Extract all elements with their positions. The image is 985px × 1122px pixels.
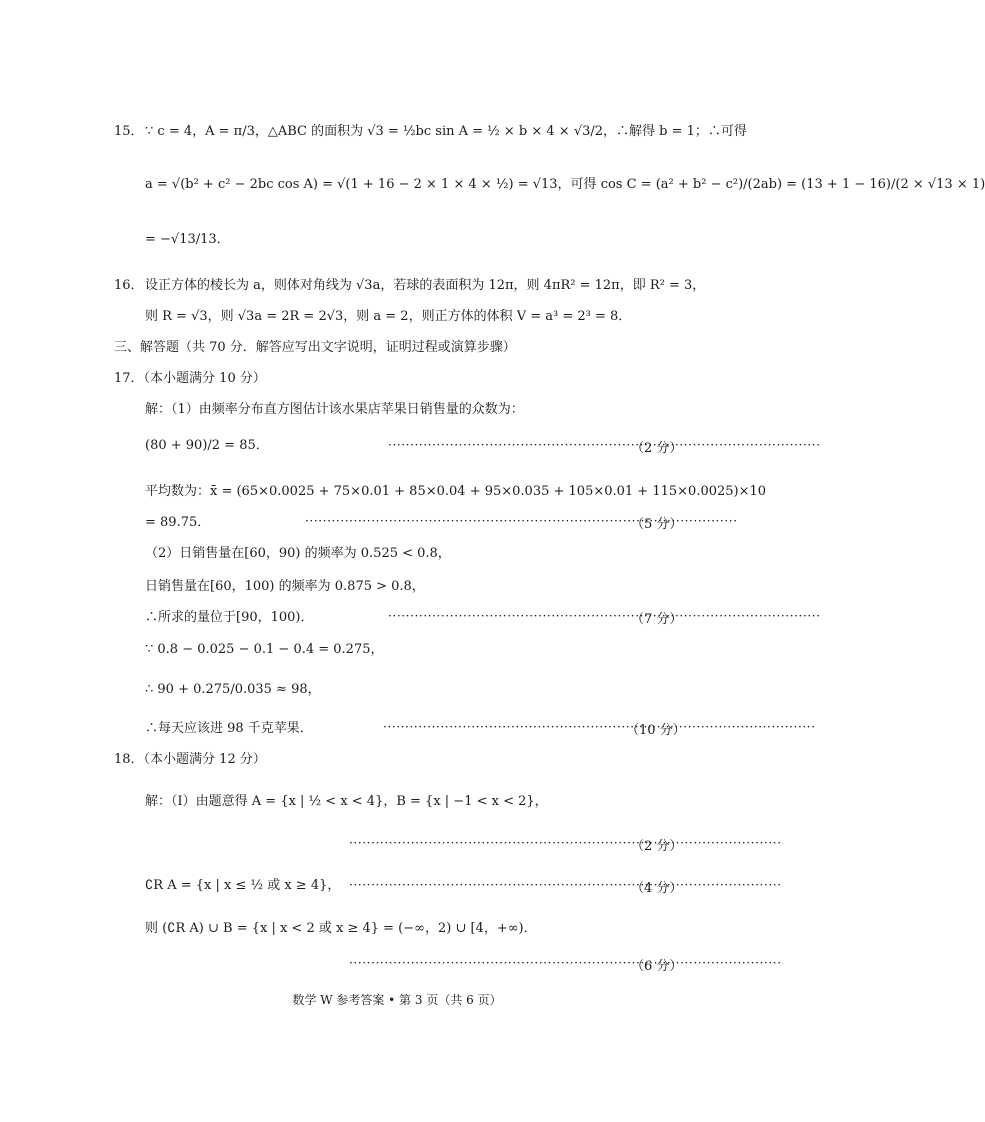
p16-line2: 则 R = √3，则 √3a = 2R = 2√3，则 a = 2，则正方体的体积 V = a³ = 2³ = 8． (145, 309, 632, 324)
score-6: （6 分） (631, 959, 683, 974)
score-10: （10 分） (626, 723, 686, 738)
p16-line1: 设正方体的棱长为 a，则体对角线为 √3a，若球的表面积为 12π，则 4πR² = 12π，即 R² = 3， (145, 278, 706, 293)
p15-line3: = −√13/13． (145, 232, 230, 247)
p17-q2-b: 日销售量在[60，100) 的频率为 0.875 > 0.8， (145, 579, 425, 594)
leader-dots (305, 514, 628, 528)
leader-dots (388, 438, 628, 452)
score-2: （2 分） (631, 441, 683, 456)
p17-q2-a: （2）日销售量在[60，90) 的频率为 0.525 < 0.8， (145, 546, 451, 561)
p17-mean-line1: 平均数为：x̄ = (65×0.0025 + 75×0.01 + 85×0.04 + 95×0.035 + 105×0.01 + 115×0.0025)×10 (145, 484, 767, 499)
p16-number: 16． (114, 278, 144, 293)
p17-q2-c: ∴所求的量位于[90，100)． (145, 610, 314, 625)
score-5: （5 分） (631, 517, 683, 532)
score-2: （2 分） (631, 839, 683, 854)
p15-number: 15． (114, 124, 144, 139)
leader-dots (349, 878, 628, 892)
leader-dots (349, 836, 628, 850)
leader-dots (388, 609, 628, 623)
p18-heading: 18．（本小题满分 12 分） (114, 752, 266, 767)
p17-intro: 解：（1）由频率分布直方图估计该水果店苹果日销售量的众数为： (145, 402, 524, 417)
score-4: （4 分） (631, 881, 683, 896)
section-3-heading: 三、解答题（共 70 分．解答应写出文字说明，证明过程或演算步骤） (114, 340, 516, 355)
p17-mode: (80 + 90)/2 = 85． (145, 438, 269, 453)
p18-line3: 则 (∁R A) ∪ B = {x | x < 2 或 x ≥ 4} = (−∞，2) ∪ [4，+∞)． (145, 921, 537, 936)
p15-line2: a = √(b² + c² − 2bc cos A) = √(1 + 16 − 2 × 1 × 4 × ½) = √13，可得 cos C = (a² + b² − c²)/(2ab) = (13 + 1 − 16)/(2 × √13 × 1) (145, 177, 985, 192)
leader-dots (383, 720, 623, 734)
page-footer: 数学 W 参考答案 • 第 3 页（共 6 页） (292, 993, 502, 1007)
score-7: （7 分） (631, 612, 683, 627)
p18-line2: ∁R A = {x | x ≤ ½ 或 x ≥ 4}， (145, 878, 341, 893)
leader-dots (349, 956, 628, 970)
p18-line1: 解：（Ⅰ）由题意得 A = {x | ½ < x < 4}，B = {x | −1 < x < 2}， (145, 794, 548, 809)
p17-q2-e: ∴ 90 + 0.275/0.035 ≈ 98， (145, 682, 321, 697)
p17-q2-d: ∵ 0.8 − 0.025 − 0.1 − 0.4 = 0.275， (145, 642, 384, 657)
p15-line1: ∵ c = 4，A = π/3，△ABC 的面积为 √3 = ½bc sin A = ½ × b × 4 × √3/2，∴解得 b = 1；∴可得 (145, 124, 747, 139)
p17-mean-line2: = 89.75． (145, 515, 211, 530)
p17-q2-f: ∴每天应该进 98 千克苹果． (145, 721, 313, 736)
p17-heading: 17．（本小题满分 10 分） (114, 371, 266, 386)
